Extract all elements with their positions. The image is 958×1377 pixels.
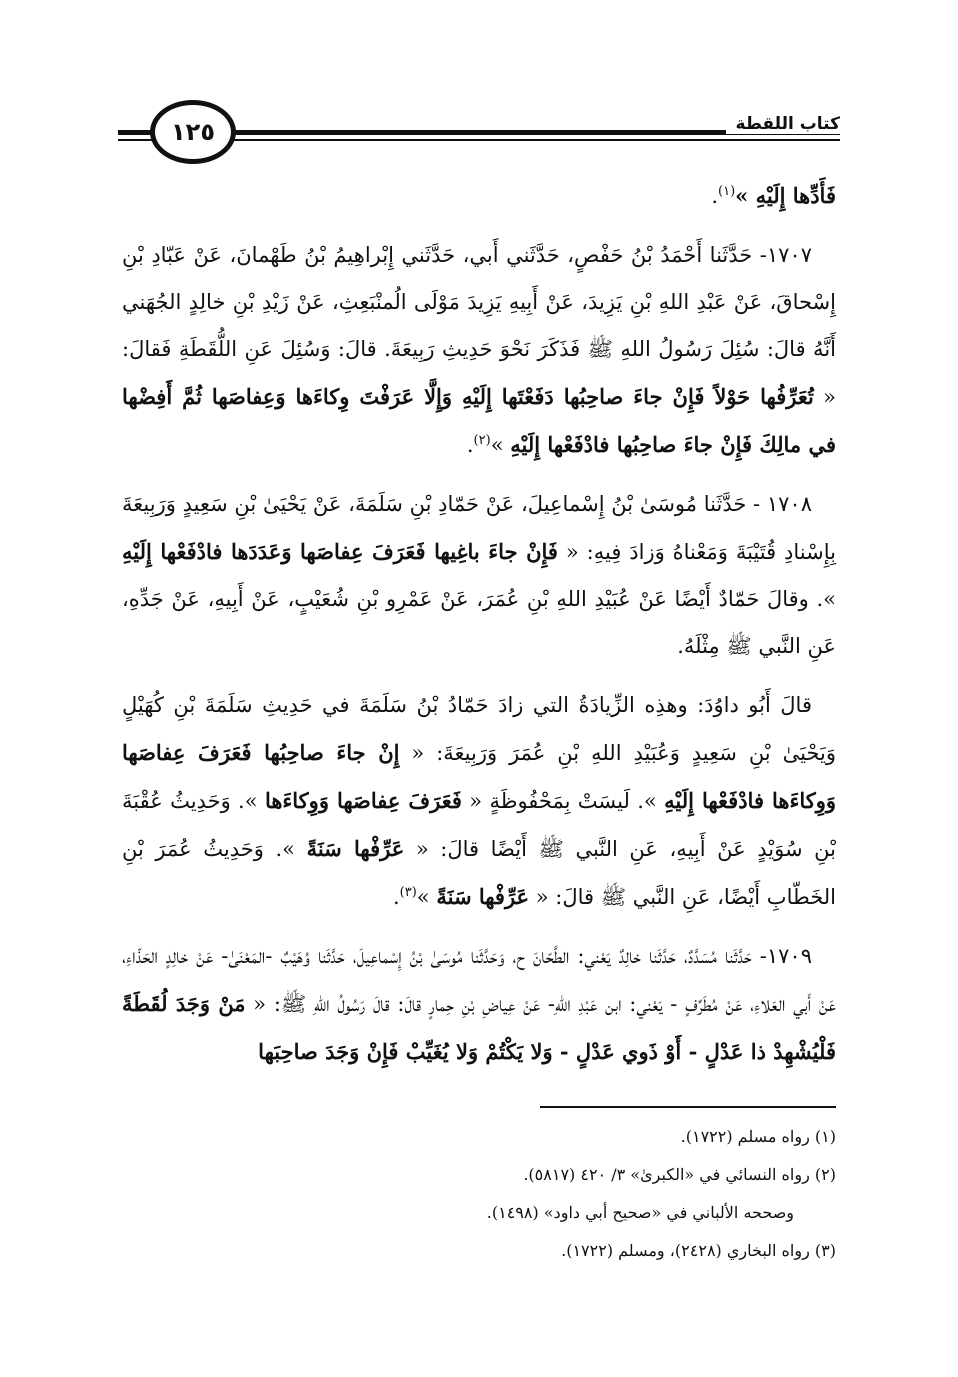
footnote-separator: [540, 1106, 836, 1108]
paragraph-abu-dawud: قالَ أَبُو داوُدَ: وهذِه الزِّيادَةُ التي زادَ حَمّادُ بْنُ سَلَمَةَ في حَدِيثِ سَلَمَةَ بْنِ كُهَيْلٍ وَيَحْيَىٰ بْنِ سَعِيدٍ وَعُبَيْدِ اللهِ بْنِ عُمَرَ وَرَبِيعَةَ: « إِنْ جاءَ صاحِبُها فَعَرَفَ عِفاصَها وَوِكاءَها فادْفَعْها إِلَيْهِ ». لَيسَتْ بِمَحْفُوظَةٍ « فَعَرَفَ عِفاصَها وَوِكاءَها ». وَحَدِيثُ عُقْبَةَ بْنِ سُوَيْدٍ عَنْ أَبِيهِ، عَنِ النَّبي ﷺ أَيْضًا قالَ: « عَرِّفْها سَنَةً ». وَحَدِيثُ عُمَرَ بْنِ الخَطّابِ أَيْضًا، عَنِ النَّبي ﷺ قالَ: « عَرِّفْها سَنَةً »$^{(٣)}$.: [122, 693, 836, 909]
hadith-quote: تُعَرِّفُها حَوْلاً فَإِنْ جاءَ صاحِبُها دَفَعْتَها إِلَيْهِ وَإِلَّا عَرَفْتَ وِكاءَها وَعِفاصَها ثُمَّ أَفِضْها في مالِكَ فَإِنْ جاءَ صاحِبُها فادْفَعْها إِلَيْهِ: [122, 384, 836, 457]
footnote-2: (٢) رواه النسائي في «الكبرىٰ» ٣/ ٤٢٠ (٥٨١٧).: [523, 1165, 836, 1184]
hadith-quote: مَنْ وَجَدَ لُقَطَةً فَلْيُشْهِدْ ذا عَدْلٍ - أَوْ ذَوي عَدْلٍ - وَلا يَكْتُمْ وَلا يُغَيِّبْ فَإِنْ وَجَدَ صاحِبَها: [122, 991, 836, 1064]
page-header: [118, 100, 840, 164]
main-text: [122, 172, 836, 1088]
isnad-text: ١٧٠٧- حَدَّثَنا أَحْمَدُ بْنُ حَفْصٍ، حَدَّثَني أَبي، حَدَّثَني إِبْراهِيمُ بْنُ طَهْمانَ، عَنْ عَبّادِ بْنِ إِسْحاقَ، عَنْ عَبْدِ اللهِ بْنِ يَزِيدَ، عَنْ أَبِيهِ يَزِيدَ مَوْلَى الُمنْبَعِثِ، عَنْ زَيْدِ بْنِ خالِدٍ الجُهَني أَنَّهُ قالَ: سُئِلَ رَسُولُ اللهِ ﷺ فَذَكَرَ نَحْوَ حَدِيثِ رَبِيعَةَ. قالَ: وَسُئِلَ عَنِ اللُّقَطَةِ فَقالَ: «: [122, 243, 836, 409]
book-title: كتاب اللقطة: [726, 114, 840, 134]
hadith-quote: فَعَرَفَ عِفاصَها وَوِكاءَها: [264, 788, 462, 813]
hadith-quote: فَأَدِّها إِلَيْهِ »: [735, 183, 836, 208]
footnote-2-continuation: وصححه الألباني في «صحيح أبي داود» (١٤٩٨).: [486, 1203, 794, 1222]
footnote-1: (١) رواه مسلم (١٧٢٢).: [680, 1127, 836, 1146]
hadith-quote: إِنْ جاءَ صاحِبُها فَعَرَفَ عِفاصَها وَوِكاءَها فادْفَعْها إِلَيْهِ: [122, 740, 836, 813]
footnote-3: (٣) رواه البخاري (٢٤٢٨)، ومسلم (١٧٢٢).: [561, 1241, 836, 1260]
page-number-badge: [150, 100, 236, 164]
paragraph-1709: [122, 933, 836, 1076]
quote-close: »: [490, 433, 504, 457]
page-number: ١٢٥: [171, 118, 215, 146]
commentary-text: ». وَحَدِيثُ عُمَرَ بْنِ الخَطّابِ أَيْضًا، عَنِ النَّبي ﷺ قالَ: «: [122, 837, 836, 909]
commentary-text: ». لَيسَتْ بِمَحْفُوظَةٍ «: [469, 789, 657, 813]
paragraph-1707: ١٧٠٧- حَدَّثَنا أَحْمَدُ بْنُ حَفْصٍ، حَدَّثَني أَبي، حَدَّثَني إِبْراهِيمُ بْنُ طَهْمانَ، عَنْ عَبّادِ بْنِ إِسْحاقَ، عَنْ عَبْدِ اللهِ بْنِ يَزِيدَ، عَنْ أَبِيهِ يَزِيدَ مَوْلَى الُمنْبَعِثِ، عَنْ زَيْدِ بْنِ خالِدٍ الجُهَني أَنَّهُ قالَ: سُئِلَ رَسُولُ اللهِ ﷺ فَذَكَرَ نَحْوَ حَدِيثِ رَبِيعَةَ. قالَ: وَسُئِلَ عَنِ اللُّقَطَةِ فَقالَ: « تُعَرِّفُها حَوْلاً فَإِنْ جاءَ صاحِبُها دَفَعْتَها إِلَيْهِ وَإِلَّا عَرَفْتَ وِكاءَها وَعِفاصَها ثُمَّ أَفِضْها في مالِكَ فَإِنْ جاءَ صاحِبُها فادْفَعْها إِلَيْهِ »$^{(٢)}$.: [122, 243, 836, 457]
hadith-quote: عَرِّفْها سَنَةً: [306, 836, 405, 861]
hadith-quote: عَرِّفْها سَنَةً: [436, 884, 530, 909]
footnote-ref-3: (٣): [399, 885, 417, 900]
footnotes: [300, 1118, 836, 1270]
isnad-text: ١٧٠٩- حَدَّثَنا مُسَدَّدٌ، حَدَّثَنا خالِدٌ يَعْني: الطَّحّانَ ح، وَحَدَّثَنا مُوسَىٰ بْنُ إِسْماعِيلَ، حَدَّثَنا وُهَيْبٌ -المَعْنَىٰ- عَنْ خالِدٍ الحَذّاءِ، عَنْ أَبي العَلاءِ، عَنْ مُطَرِّفٍ - يَعْني: ابن عَبْدِ اللهِ- عَنْ عِياضِ بْنِ حِمارٍ قالَ: قالَ رَسُولُ اللهِ ﷺ: «: [122, 944, 836, 1016]
commentary-text: ». وَحَدِيثُ عُقْبَةَ بْنِ سُوَيْدٍ عَنْ أَبِيهِ، عَنِ النَّبي ﷺ أَيْضًا قالَ: «: [122, 789, 836, 861]
quote-close: »: [416, 885, 430, 909]
hadith-quote: فَإِنْ جاءَ باغِيها فَعَرَفَ عِفاصَها وَعَدَدَها فادْفَعْها إِلَيْهِ: [122, 539, 558, 564]
commentary-text: قالَ أَبُو داوُدَ: وهذِه الزِّيادَةُ التي زادَ حَمّادُ بْنُ سَلَمَةَ في حَدِيثِ سَلَمَةَ بْنِ كُهَيْلٍ وَيَحْيَىٰ بْنِ سَعِيدٍ وَعُبَيْدِ اللهِ بْنِ عُمَرَ وَرَبِيعَةَ: «: [122, 693, 836, 765]
isnad-text: ١٧٠٨ - حَدَّثَنا مُوسَىٰ بْنُ إِسْماعِيلَ، عَنْ حَمّادِ بْنِ سَلَمَةَ، عَنْ يَحْيَىٰ بْنِ سَعِيدٍ وَرَبِيعَةَ بِإِسْنادِ قُتَيْبَةَ وَمَعْناهُ وَزادَ فِيهِ: «: [122, 492, 836, 564]
footnote-ref-2: (٢): [473, 433, 491, 448]
paragraph-1708: [122, 481, 836, 670]
paragraph-0: فَأَدِّها إِلَيْهِ »$^{(١)}$.: [711, 183, 836, 208]
footnote-ref-1: (١): [718, 184, 736, 199]
isnad-text: ». وقالَ حَمّادٌ أَيْضًا عَنْ عُبَيْدِ اللهِ بْنِ عُمَرَ، عَنْ عَمْرِو بْنِ شُعَيْبٍ، عَنْ أَبِيهِ، عَنْ جَدِّهِ، عَنِ النَّبي ﷺ مِثْلَهُ.: [122, 587, 836, 658]
